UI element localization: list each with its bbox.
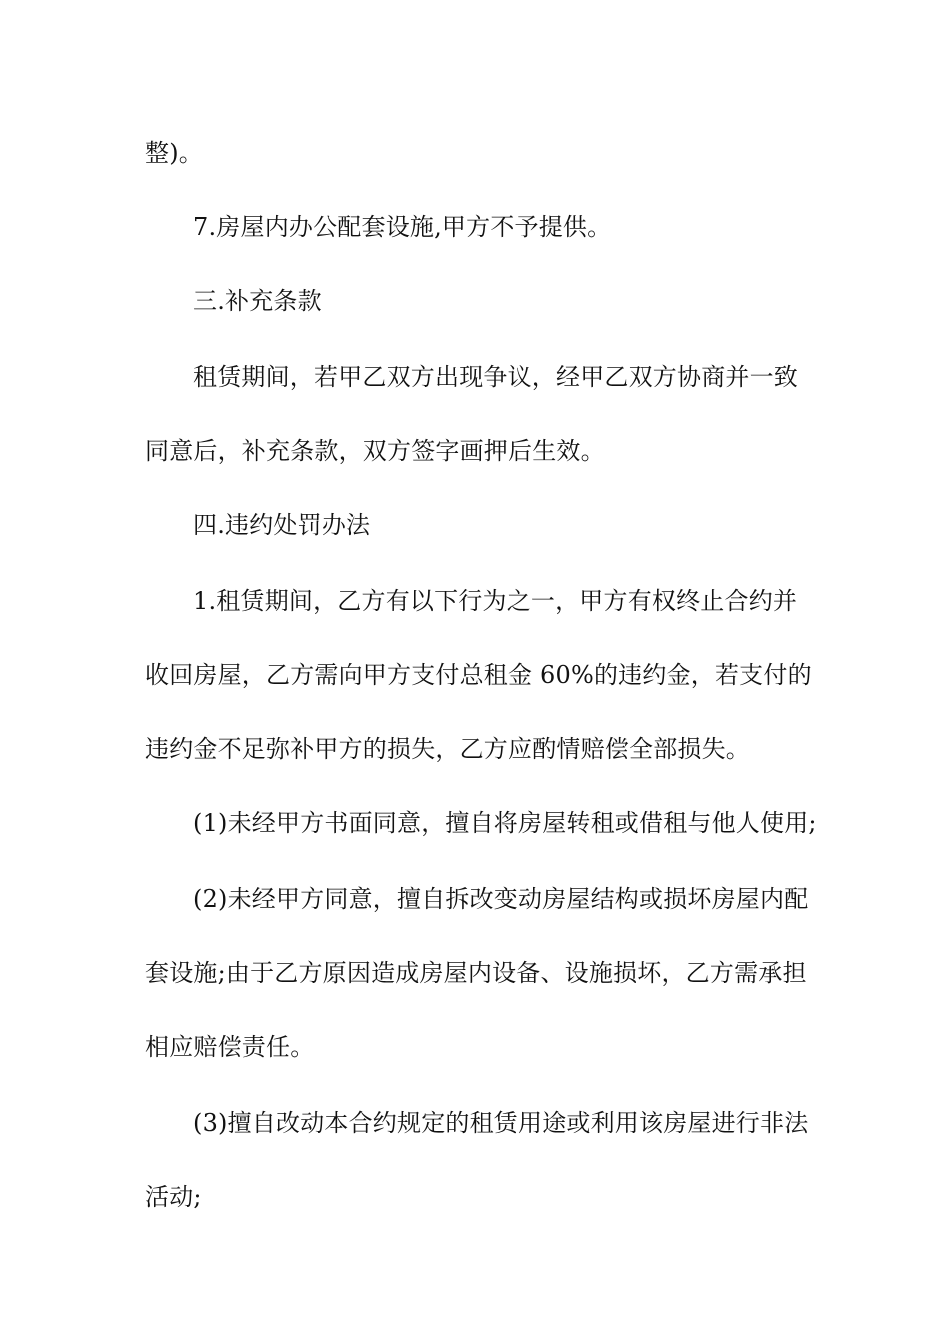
text-line-5: 同意后，补充条款，双方签字画押后生效。 <box>145 437 605 465</box>
section-heading-breach-penalties: 四.违约处罚办法 <box>193 511 371 539</box>
text-line-12: 套设施;由于乙方原因造成房屋内设备、设施损坏，乙方需承担 <box>145 959 807 987</box>
text-line-7: 1.租赁期间，乙方有以下行为之一，甲方有权终止合约并 <box>193 587 798 615</box>
text-line-10: (1)未经甲方书面同意，擅自将房屋转租或借租与他人使用; <box>193 809 817 837</box>
text-line-8: 收回房屋，乙方需向甲方支付总租金 60%的违约金，若支付的 <box>145 661 812 689</box>
text-line-1: 整)。 <box>145 139 203 167</box>
text-line-2: 7.房屋内办公配套设施,甲方不予提供。 <box>193 213 612 241</box>
text-line-15: 活动; <box>145 1183 202 1211</box>
text-line-11: (2)未经甲方同意，擅自拆改变动房屋结构或损坏房屋内配 <box>193 885 809 913</box>
section-heading-supplementary-terms: 三.补充条款 <box>193 287 322 315</box>
text-line-13: 相应赔偿责任。 <box>145 1033 315 1061</box>
text-line-9: 违约金不足弥补甲方的损失，乙方应酌情赔偿全部损失。 <box>145 735 750 763</box>
text-line-4: 租赁期间，若甲乙双方出现争议，经甲乙双方协商并一致 <box>193 363 798 391</box>
text-line-14: (3)擅自改动本合约规定的租赁用途或利用该房屋进行非法 <box>193 1109 809 1137</box>
